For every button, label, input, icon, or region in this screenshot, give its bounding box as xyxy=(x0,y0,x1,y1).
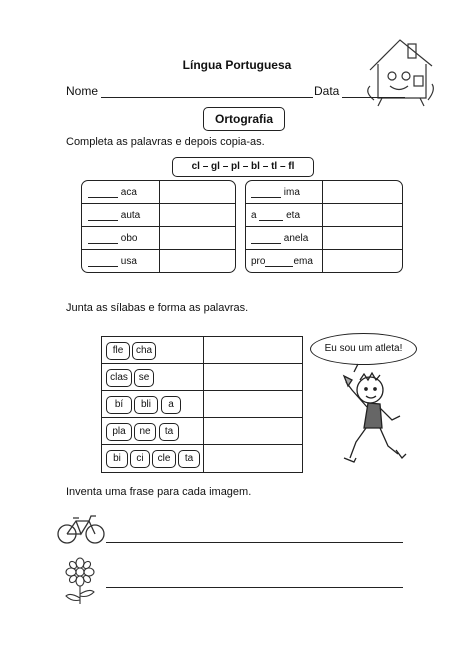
syllable: bi xyxy=(106,450,128,468)
blank-field[interactable] xyxy=(251,243,281,244)
syllable: ne xyxy=(134,423,156,441)
name-line[interactable] xyxy=(101,97,313,98)
blank-field[interactable] xyxy=(88,220,118,221)
syllable: ta xyxy=(159,423,179,441)
syllable: ta xyxy=(178,450,200,468)
syllable: cha xyxy=(132,342,156,360)
syllable: cle xyxy=(152,450,176,468)
syllable: se xyxy=(134,369,154,387)
exercise3-instruction: Inventa uma frase para cada imagem. xyxy=(66,486,252,498)
date-label: Data xyxy=(314,84,340,98)
list-item: ima xyxy=(251,187,300,198)
date-line[interactable] xyxy=(342,97,405,98)
speech-bubble: Eu sou um atleta! xyxy=(310,333,417,365)
list-item: obo xyxy=(88,233,137,244)
blank-field[interactable] xyxy=(88,243,118,244)
blank-field[interactable] xyxy=(259,220,283,221)
syllable: fle xyxy=(106,342,130,360)
list-item: aca xyxy=(88,187,137,198)
section-title: Ortografia xyxy=(203,107,285,131)
sentence-line-1[interactable] xyxy=(106,542,403,543)
exercise1-instruction: Completa as palavras e depois copia-as. xyxy=(66,136,265,148)
exercise2-instruction: Junta as sílabas e forma as palavras. xyxy=(66,302,249,314)
blank-field[interactable] xyxy=(88,197,118,198)
syllable: ci xyxy=(130,450,150,468)
sentence-line-2[interactable] xyxy=(106,587,403,588)
syllable: a xyxy=(161,396,181,414)
list-item: a eta xyxy=(251,210,301,221)
list-item: anela xyxy=(251,233,308,244)
list-item: auta xyxy=(88,210,140,221)
flower-icon xyxy=(58,556,102,606)
list-item: pro ema xyxy=(251,256,313,267)
blank-field[interactable] xyxy=(265,266,293,267)
house-icon xyxy=(360,30,440,110)
runner-icon xyxy=(330,362,410,477)
right-word-table xyxy=(245,180,403,273)
letters-box: cl – gl – pl – bl – tl – fl xyxy=(172,157,314,177)
page-title: Língua Portuguesa xyxy=(182,58,292,72)
syllable: pla xyxy=(106,423,132,441)
syllable: clas xyxy=(106,369,132,387)
syllable: bli xyxy=(134,396,158,414)
left-word-table xyxy=(81,180,236,273)
blank-field[interactable] xyxy=(88,266,118,267)
bicycle-icon xyxy=(56,512,106,546)
syllable: bí xyxy=(106,396,132,414)
list-item: usa xyxy=(88,256,137,267)
blank-field[interactable] xyxy=(251,197,281,198)
syllable-table xyxy=(101,336,303,473)
name-label: Nome xyxy=(66,84,99,98)
